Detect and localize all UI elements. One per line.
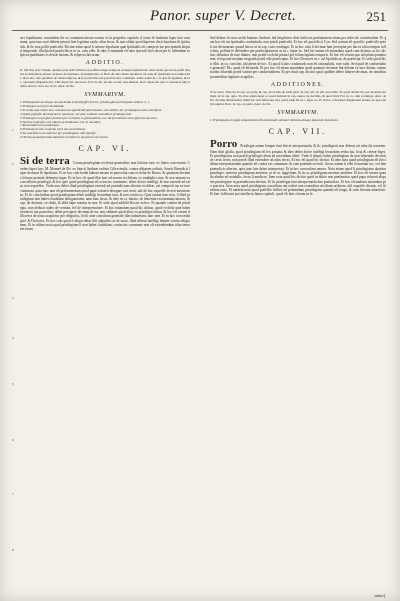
margin-numbers	[12, 36, 19, 596]
chapter-lead-words: Si de terra	[20, 155, 70, 168]
catchword: aduerſ.	[374, 593, 386, 598]
summarium-item: 9 Ius quæſitum non aufertur per priuilegium, niſi expreſſe.	[20, 131, 97, 136]
additio-paragraph: N. illa ſiue ordo Visum, quando quis dixit vltimi non poſſunt aliqua tempora recipere ſepulchrum, dicit etiam quod non poſſit aliquis eccleſiaſticus aliqua recipere de ſepultura, ſecundum Inn. et Hoſt. & ratio huius ſepulturæ eſt quia eſt ſpiritualis non temporalis, & in hoc caſu quæritur de omni tempore, & ſic præſcribi non poteſt de iure communi. Adde etiam in c. ſi quis ſit ſepultus, & in c. quoniam aliquando ibi. Vide ſuper hoc quod not. Fel. in rub. de reb. eccleſ. non alienan. & ſic ſuper his quæ a canonicis ſunt tradita; & hæc circa hoc noto. Alex. de Ne.	[20, 68, 190, 89]
left-column	[20, 36, 190, 232]
margin-number: 3	[12, 296, 14, 300]
additiones-heading: ADDITIONES.	[270, 81, 326, 88]
margin-number: 6	[12, 438, 14, 442]
summarium-item: 6 Tacitus conſenſus non inducit præiudicium, nec in omnibus.	[20, 119, 102, 124]
chapter-body: Contra priuilegium ecclesiæ generaliter non ſoluitur iure, ex literis concessum. Confert ſuper hoc, M. Manuel de Bo. ex Sancti Andreæ ordinis Ciſtercienſis, contra abbatem ordinis. Sancti Benedicti ſuper decimas & ſepulturis. Et in hoc caſu hodie habent terram in parrochia cum eccleſia de Bomo, & quoniam decimas ſoluunt proinde debentur ſuper. Et in hoc eſt quod illæ ſunt ad eorum eccleſiam, ex multiplici iure, & non tantum ex conceſſione priuilegii, & hoc ipſo quod priuilegium eſt extra ius commune, debet ſtricte intelligi, & non extendi ad caſus non expreſſos. Vnde non debet iſtud priuilegium extendi ad præiudicium alterius eccleſiæ, cui competit ius ex iure communi, quia tunc non eſt preſumendum quod papa voluerit derogare iuri tertii, niſi de hoc expreſſe fecerit mentionem. Et ſic concluditur quod priuilegium debet intelligi ſecundum iura, & non contra ea. Quæ omnia ſunt vera, ſi illud priuilegium non habet clauſulam derogatoriam, nam tunc ſecus. & ideo in ca. ſtatuto, de ſententia excommunicationis, & cap. de decimis, eo titulo, & alibi ſæpe notatur in iure. Et vide quod addidit Doctor in hoc. Et quando conſtat de priuilegio, non deducit iudex de veritate, ſed de interpretatione. Et hoc notandum quod hic dicitur, quod eccleſia quæ habet terram in ſua parrochia, debet percipere decimas de ea, non obſtante quod alius ex priuilegio ſoluat, & hoc eſt verum ſi illa terra de nouo acquiritur per religioſos, ſed ſi ante concilium generale illas habuerunt, tunc non. Et in hoc concordat gloſ. & Doctores. Et hoc caſu quod ſi aliqui rebus ſibi adquiſitis ut de nouo, illud debeat intelligi ſemper contra religionem. Et in ultimo nota quod priuilegium ſi non habet clauſulam, contra ius commune non eſt extendendum ultra tenorem ſuum.	[20, 161, 191, 232]
running-title: Panor. super V. Decret.	[150, 8, 297, 24]
summarium-item: 5 Priuilegia non poſſunt produci per eccleſias in ſpiritualibus, nec ad pro-latione ultra ipſorum tenorem.	[20, 115, 158, 120]
margin-number: 4	[12, 336, 14, 340]
summarium-heading-2: SVMMARIVM.	[277, 109, 319, 116]
additiones-paragraph: Si de terra. Vide ibi in cap. ex parte, & cap. tua nobis, & adde gloſſ. in cap. ult. de reb. non alien. Et quod dicitur hic per modum exempli, ut in cap. quia. Tu vide etiam ſuper eo quod habetur in cap. nuper, de decimis, & quod dixit Fel. in ca. cum contingat. Alex. de Ne. Proinde ſubiiciuntur. Dixit hic non ſubiacens iuri, quod adde ibi in c. ſuper eo. Et in hoc caſu habes ſingularem notam, de qua etiam loquitur Doct. in cap. ex parte. Alex. de Ne.	[210, 89, 386, 106]
summarium-item: 1 Priuilegiatus ab aliquo non facienda ſi illud poſſet ſeruire, priuile-gium priuilegiato tollitur, n. 1.	[20, 100, 151, 105]
margin-number: 7	[12, 492, 14, 496]
right-column	[210, 36, 386, 197]
running-header	[0, 6, 400, 30]
additio-heading: ADDITIO.	[85, 60, 125, 67]
summarium-heading: SVMMARIVM.	[84, 92, 126, 99]
summarium-list-2	[210, 119, 386, 123]
continuation-paragraph: Sed debere ſic non credit Ioannes Andreæ, ſed ſimpliciter dicit ſufficere probationem etiam per teſtes de conſuetudine. Et quia hoc eſt ius ſpiritualis conſuetudo, non poteſt præſcribi. Et hoc eſt quod dicit Cyn. Sed certum eſt quod ſic præſcribi poteſt ius decimarum quoad laicos ut in cap. cum contingat. Et in hoc caſu ſi decimæ ſunt perceptæ per laicos ultra tempus ſufficiens, poſſunt ſe defendere per præſcriptionem, ut in c. ſuper eo. Sed hic tamen eſt notandum quod cum decima, ut hic dicitur, debeatur de iure diuino, non poteſt eccleſia priuari per ſolum lapſum temporis. Et hoc eſt verum quo ad ipſam quantitatem, ſed quoad modum exigendi poteſt eſſe præſcriptio. Et hoc Doctores in c. ad Apoſtolicæ, de præſcript. Et vide quod dicit Abb. in ca. cum ſint, ubi plene de hoc. Et quod ſi talis conſuetudo non eſt rationabilis, non valet. Sed quid de conſuetudine generali? Dic quod eſt ſeruanda. Et per hoc eſt etiam notandum quod quamuis decimæ ſint debitæ ex iure diuino, tamen modus ſoluendi poteſt variari per conſuetudinem. Et per iſtud cap. dicitur quod quilibet debet ſoluere decimas, de omnibus prouentibus legitime acquiſitis.	[210, 36, 386, 79]
summarium-list	[20, 101, 190, 140]
chapter-lead-words-2: Porro	[210, 137, 238, 150]
intro-paragraph: an i ſepulturam, contrahitur ibi ex communicatione eorum, vt in propoſito capitulo, ſi tenor ſit fundatus ſuper iure communi, quia tunc non debent priuari ſine legitima cauſa, alias ſecus, & non obſtat quod ſuperius dixit ſepultura ſit ſpiritualis, & ſic non poſſit præſcribi. Dicitur enim quod ſi ratione ſepulturæ quæ ſpiritualis eſt competit ius percipiendi aliquid temporale, illud poteſt præſcribi ut in ca. cum eſſet. & ideo ſi mutanda eſt ratio ſpeciali licet dicat per ſe tollendum reſpectu quæſtionis ecclesiæ factum, & reſpectu laicorum.	[20, 36, 190, 58]
chapter-paragraph-2	[210, 139, 386, 197]
chapter-body-2: Priuilegia autem ſemper ſunt ſtricte interpretanda, & ſic priuilegiati non debent uti ultra ſui tenorem. Nam dicit gloſſa, quod priuilegium eſt lex priuata, & ideo debet ſtricte intelligi ſecundum verba ſua, ſicut & ceteræ leges. Et priuilegiatus non poteſt priuilegio abuti ad nocendum alteri. Vnde ſi aliquis habet priuilegium de non ſoluendis decimis de certis terris, non poteſt illud extendere ad alias terras. Et hoc eſt quod hic dicitur. Et ideo nota quod priuilegium eſt ſtrictiſſime interpretandum quando eſt contra ius commune, & cum præiudicio tertii. Secus autem ſi eſſet ſecundum ius, vel ſine præiudicio alterius, quia tunc late debet interpretari. Et in hoc concordant omnes. Nota etiam quod ſi priuilegiatus abutitur priuilegio, meretur priuilegium amittere, ut in ca. ſuggeſtum, & in ca. priuilegium meretur amittere. Et hoc eſt verum quando abuſus eſt notabilis, ſecus ſi modicus. Item nota quod hic dicitur quod in dubio non præſumitur quod papa voluerit aliquem priuilegiare in præiudicium alterius. Et ſic priuilegia ſunt interpretanda ſine præiudicio. Et hoc eſt multum notandum pro practica. Item nota quod priuilegium conceſſum uni ordini non extenditur ad alium ordinem, niſi expreſſe dicatur, vel ſit eadem ratio. Et tandem nota quod poſſeſſio ſufficit ad probandum priuilegium quando eſt longa, & cum ſcientia aduerſarii. Et hæc ſufficiant pro intellectu huius capituli, quod eſt ſatis clarum in ſe.	[210, 143, 386, 197]
summarium-item: 8 Priuilegium ſine conſenſu iuris non praeiudicat.	[20, 127, 86, 132]
header-rule	[12, 30, 388, 31]
summarium-item: 4 Quaſi-poſſeſſio decimarum in quatenus, vel quæ nondum conceditur priuilegiorum.	[20, 111, 132, 116]
summarium-item: 3 Eccleſia quæ habet iure communi ius ſepeliendi parochianos, non tollitur per priuilegium aliis conceſſum.	[20, 107, 163, 112]
margin-number: 1	[12, 128, 14, 132]
chapter-heading-2: CAP. VII.	[268, 126, 328, 136]
summarium-item: 7 Renuntiatio non præſumitur.	[20, 123, 60, 128]
margin-number: 2	[12, 162, 14, 166]
chapter-heading: CAP. VI.	[78, 144, 132, 154]
margin-number: 8	[12, 548, 14, 552]
summarium-item: 2 Priuilegia non ſunt extendenda.	[20, 103, 65, 108]
summarium-item: 1 Priuilegiatus hi poſſe aliquid debet illud alienatio alienari debitum alioqui ſtatuentis ſed tamen.	[210, 117, 339, 122]
summarium-item: 10 Paria quoad decimas debentur eccleſiæ in qua factus eſt auctor.	[20, 135, 109, 140]
chapter-paragraph	[20, 156, 190, 231]
margin-number: 5	[12, 382, 14, 386]
folio-number: 251	[366, 9, 386, 24]
